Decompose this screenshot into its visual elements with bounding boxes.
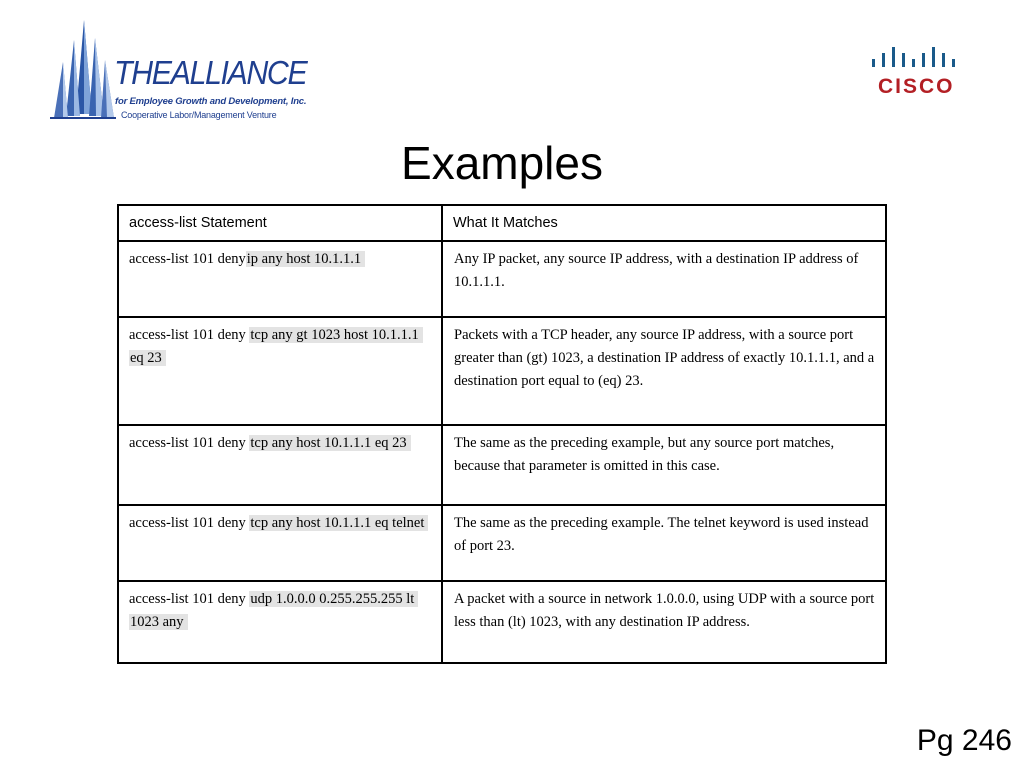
statement-cell [118,241,442,317]
statement-prefix: access-list 101 deny [129,251,246,267]
matches-cell: Any IP packet, any source IP address, with a destination IP address of 10.1.1.1. [442,241,886,317]
matches-cell: The same as the preceding example, but any source port matches, because that parameter is omitted in this case. [442,425,886,505]
statement-prefix: access-list 101 deny [129,591,246,607]
column-header-matches: What It Matches [442,205,886,241]
table-row [118,505,886,581]
statement-params: udp 1.0.0.0 0.255.255.255 lt 1023 any [129,591,418,630]
statement-params: ip any host 10.1.1.1 [246,251,365,267]
statement-cell [118,425,442,505]
matches-cell: Packets with a TCP header, any source IP address, with a source port greater than (gt) 1023, a destination IP address of exactly 10.1.1.1, and a destination port equal to (eq) 23. [442,317,886,425]
statement-prefix: access-list 101 deny [129,435,246,451]
column-header-statement: access-list Statement [118,205,442,241]
statement-prefix: access-list 101 deny [129,515,246,531]
cisco-wordmark: CISCO [878,75,955,98]
table-row [118,241,886,317]
alliance-logo [48,18,318,122]
table-row [118,425,886,505]
table-row [118,581,886,663]
statement-cell [118,317,442,425]
table-row [118,317,886,425]
alliance-brand-text: THEALLIANCE [114,54,307,91]
alliance-spire-icon [48,18,118,122]
page-number: Pg 246 [916,724,1012,757]
matches-cell: A packet with a source in network 1.0.0.0, using UDP with a source port less than (lt) 1023, with any destination IP address. [442,581,886,663]
alliance-tagline: for Employee Growth and Development, Inc. [115,96,307,107]
statement-params: tcp any gt 1023 host 10.1.1.1 eq 23 [129,327,423,366]
statement-cell [118,581,442,663]
acl-examples-table [117,204,887,664]
cisco-logo [866,44,962,100]
statement-cell [118,505,442,581]
cisco-bars-icon [870,44,958,72]
statement-params: tcp any host 10.1.1.1 eq 23 [249,435,410,451]
slide-title: Examples [401,137,603,189]
matches-cell: The same as the preceding example. The telnet keyword is used instead of port 23. [442,505,886,581]
table-header-row [118,205,886,241]
statement-params: tcp any host 10.1.1.1 eq telnet [249,515,428,531]
alliance-subtagline: Cooperative Labor/Management Venture [121,110,277,120]
statement-prefix: access-list 101 deny [129,327,246,343]
